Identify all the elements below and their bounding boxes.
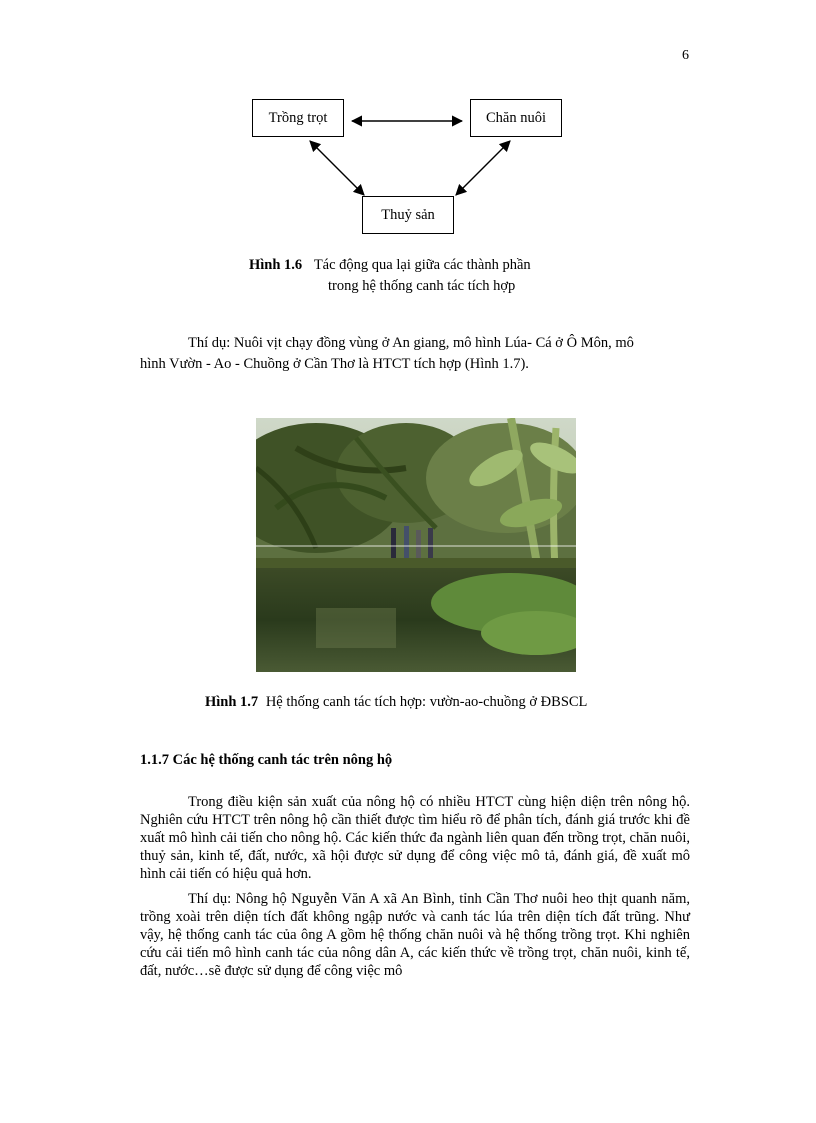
example-line1: Thí dụ: Nuôi vịt chạy đồng vùng ở An giang, mô hình Lúa- Cá ở Ô Môn, mô: [188, 335, 634, 351]
arrow-livestock-aquaculture: [456, 141, 510, 195]
page-number: 6: [682, 48, 689, 63]
figure-1-6-caption-line2: trong hệ thống canh tác tích hợp: [328, 278, 516, 294]
section-paragraph-1: Trong điều kiện sản xuất của nông hộ có nhiều HTCT cùng hiện diện trên nông hộ. Nghiên cứu HTCT trên nông hộ cần thiết được tìm hiểu rõ để phân tích, đánh giá trước khi đề xuất mô hình cải tiến cho nông hộ. Các kiến thức đa ngành liên quan đến trồng trọt, chăn nuôi, thuỷ sản, kinh tế, đất, nước, xã hội được sử dụng để công việc mô tả, đánh giá, đề xuất mô hình cải tiến có hiệu quả hơn.: [140, 794, 690, 882]
node-livestock: Chăn nuôi: [470, 99, 562, 137]
section-heading: 1.1.7 Các hệ thống canh tác trên nông hộ: [140, 752, 393, 768]
figure-1-7-caption-text: Hệ thống canh tác tích hợp: vườn-ao-chuồng ở ĐBSCL: [265, 694, 588, 710]
arrow-crop-aquaculture: [310, 141, 364, 195]
figure-1-6-caption-line1: Tác động qua lại giữa các thành phần: [313, 257, 531, 273]
figure-1-6-label: Hình 1.6: [249, 257, 303, 273]
example-line2: hình Vườn - Ao - Chuồng ở Cần Thơ là HTCT tích hợp (Hình 1.7).: [140, 356, 529, 372]
node-crop: Trồng trọt: [252, 99, 344, 137]
figure-1-7-label: Hình 1.7: [205, 694, 259, 710]
photo-illustration: [256, 418, 576, 672]
photo-garden-pond-pen: [256, 418, 576, 672]
figure-1-7-caption: [205, 692, 587, 713]
node-aquaculture: Thuỷ sản: [362, 196, 454, 234]
section-paragraph-2: Thí dụ: Nông hộ Nguyễn Văn A xã An Bình, tỉnh Cần Thơ nuôi heo thịt quanh năm, trồng xoài trên diện tích đất không ngập nước và canh tác lúa trên diện tích đất trũng. Như vậy, hệ thống canh tác của ông A gồm hệ thống chăn nuôi và hệ thống trồng trọt. Khi nghiên cứu cải tiến mô hình canh tác của nông dân A, các kiến thức về trồng trọt, chăn nuôi, kinh tế, đất, nước…sẽ được sử dụng để công việc mô: [140, 891, 690, 979]
figure-1-6-caption: [249, 255, 531, 276]
